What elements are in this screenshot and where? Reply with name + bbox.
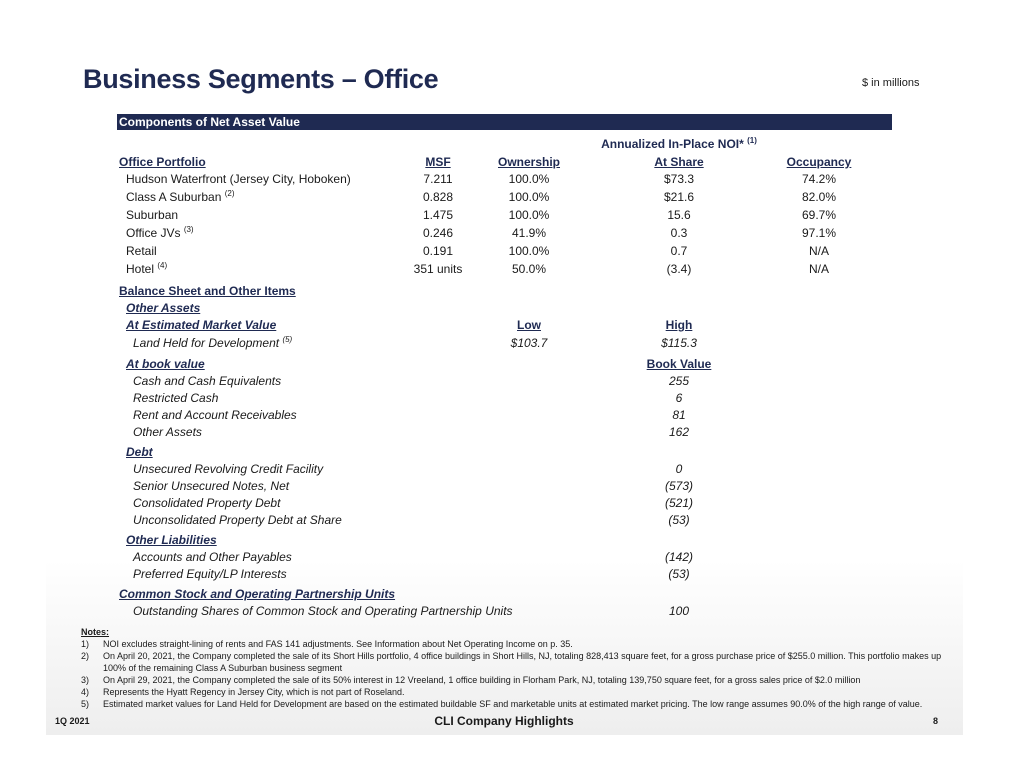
debt-item-label: Unsecured Revolving Credit Facility	[133, 462, 324, 476]
book-item-value: 81	[672, 408, 686, 422]
msf-value: 0.246	[422, 226, 454, 240]
msf-value: 7.211	[423, 172, 453, 186]
balance-sheet-title: Balance Sheet and Other Items	[119, 284, 296, 298]
debt-title: Debt	[126, 445, 153, 459]
col-header-portfolio: Office Portfolio	[119, 155, 206, 169]
page-number: 8	[933, 716, 939, 726]
portfolio-name: Hotel $^{(4)}$	[126, 261, 168, 276]
debt-item-label: Unconsolidated Property Debt at Share	[133, 513, 342, 527]
col-header-occupancy: Occupancy	[786, 155, 852, 169]
occupancy-value: N/A	[808, 262, 830, 276]
land-high-value: $115.3	[661, 336, 697, 350]
col-header-msf: MSF	[425, 155, 451, 169]
notes-heading: Notes:	[81, 627, 110, 637]
units-note: $ in millions	[862, 77, 920, 89]
liabilities-title: Other Liabilities	[126, 533, 217, 547]
note-item: 2) On April 20, 2021, the Company completed the sale of its Short Hills portfolio, 4 office buildings in Short Hills, NJ, totaling 828,413 square feet, for a gross purchase price of $255.0 million. This portfolio makes up 100% of the remaining Class A Suburban business segment	[81, 651, 942, 673]
land-held-label: Land Held for Development $^{(5)}$	[133, 335, 293, 350]
noi-value: (3.4)	[666, 262, 692, 276]
msf-value: 351 units	[413, 262, 463, 276]
liability-item-value: (53)	[668, 567, 690, 581]
book-item-label: Cash and Cash Equivalents	[133, 374, 282, 388]
book-item-value: 6	[675, 391, 683, 405]
debt-item-value: (521)	[664, 496, 694, 510]
occupancy-value: 74.2%	[801, 172, 837, 186]
low-header: Low	[517, 318, 541, 332]
portfolio-name: Class A Suburban $^{(2)}$	[126, 189, 235, 204]
col-header-ownership: Ownership	[497, 155, 561, 169]
debt-item-value: (53)	[668, 513, 690, 527]
note-item: 1) NOI excludes straight-lining of rents and FAS 141 adjustments. See Information about Net Operating Income on p. 35.	[81, 639, 573, 649]
msf-value: 0.191	[422, 244, 454, 258]
portfolio-name: Retail	[126, 244, 157, 258]
note-item: 4) Represents the Hyatt Regency in Jersey City, which is not part of Roseland.	[81, 687, 405, 697]
page-title: Business Segments – Office	[83, 64, 439, 94]
high-header: High	[665, 318, 693, 332]
debt-item-label: Consolidated Property Debt	[133, 496, 281, 510]
occupancy-value: 97.1%	[801, 226, 837, 240]
ownership-value: 100.0%	[508, 208, 550, 222]
common-stock-label: Outstanding Shares of Common Stock and Operating Partnership Units	[133, 604, 513, 618]
ownership-value: 100.0%	[508, 190, 550, 204]
section-title-bar: Components of Net Asset Value	[117, 114, 892, 130]
debt-item-value: 0	[675, 462, 683, 476]
book-value-header: Book Value	[646, 357, 712, 371]
notes-section	[81, 626, 961, 710]
noi-value: 0.3	[670, 226, 688, 240]
noi-value: 15.6	[667, 208, 691, 222]
ownership-value: 100.0%	[508, 244, 550, 258]
portfolio-name: Hudson Waterfront (Jersey City, Hoboken)	[126, 172, 351, 186]
noi-value: 0.7	[670, 244, 688, 258]
footer-title: CLI Company Highlights	[434, 714, 574, 728]
other-assets-title: Other Assets	[126, 301, 201, 315]
portfolio-name: Office JVs $^{(3)}$	[126, 225, 194, 240]
at-book-title: At book value	[126, 357, 205, 371]
note-item: 5) Estimated market values for Land Held for Development are based on the estimated buildable SF and marketable units at estimated market pricing. The low range assumes 90.0% of the high range of value.	[81, 699, 923, 709]
noi-value: $21.6	[663, 190, 695, 204]
liability-item-value: (142)	[664, 550, 694, 564]
noi-value: $73.3	[663, 172, 695, 186]
debt-item-label: Senior Unsecured Notes, Net	[133, 479, 290, 493]
ownership-value: 100.0%	[508, 172, 550, 186]
occupancy-value: 82.0%	[801, 190, 837, 204]
ownership-value: 41.9%	[511, 226, 547, 240]
land-low-value: $103.7	[510, 336, 548, 350]
noi-header: Annualized In-Place NOI* $^{(1)}$	[601, 136, 757, 151]
at-market-title: At Estimated Market Value	[126, 318, 277, 332]
portfolio-name: Suburban	[126, 208, 179, 222]
footer-period: 1Q 2021	[55, 716, 90, 726]
common-stock-title: Common Stock and Operating Partnership Units	[119, 587, 396, 601]
book-item-value: 255	[668, 374, 690, 388]
msf-value: 0.828	[422, 190, 454, 204]
book-item-label: Rent and Account Receivables	[133, 408, 297, 422]
liability-item-label: Preferred Equity/LP Interests	[133, 567, 287, 581]
book-item-label: Restricted Cash	[133, 391, 219, 405]
note-item: 3) On April 29, 2021, the Company completed the sale of its 50% interest in 12 Vreeland, 1 office building in Florham Park, NJ, totaling 139,750 square feet, for a gross sales price of $2.0 million	[81, 675, 861, 685]
ownership-value: 50.0%	[511, 262, 547, 276]
liability-item-label: Accounts and Other Payables	[133, 550, 292, 564]
debt-item-value: (573)	[664, 479, 694, 493]
book-item-label: Other Assets	[133, 425, 202, 439]
occupancy-value: 69.7%	[801, 208, 837, 222]
book-item-value: 162	[668, 425, 690, 439]
occupancy-value: N/A	[808, 244, 830, 258]
msf-value: 1.475	[422, 208, 454, 222]
col-header-at-share: At Share	[654, 155, 704, 169]
common-stock-value: 100	[668, 604, 690, 618]
